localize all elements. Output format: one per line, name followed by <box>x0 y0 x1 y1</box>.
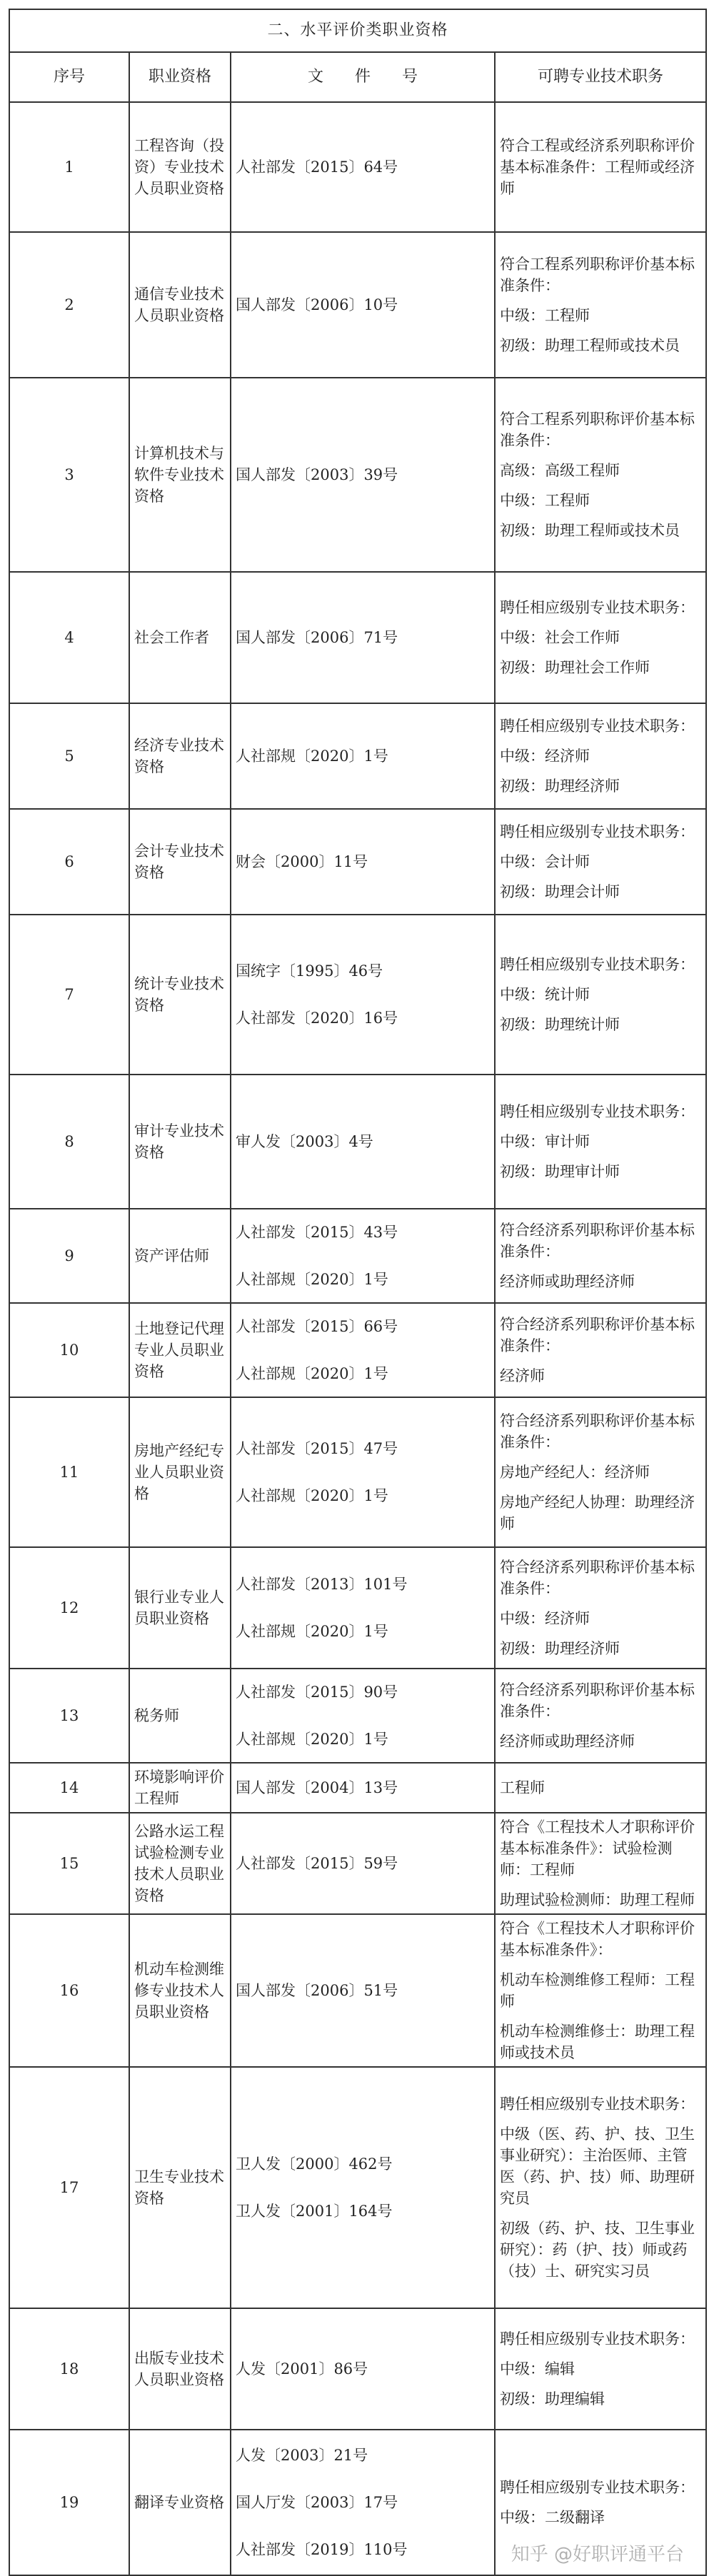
position-spacer <box>500 2498 701 2507</box>
document-spacer <box>236 1459 490 1485</box>
document-spacer <box>236 2466 490 2492</box>
document-number: 人发〔2001〕86号 <box>236 2360 368 2378</box>
position-spacer <box>500 648 701 657</box>
qualification-name: 房地产经纪专业人员职业资格 <box>129 1397 231 1547</box>
row-number: 19 <box>9 2430 129 2575</box>
position-text: 符合经济系列职称评价基本标准条件： <box>500 1559 695 1597</box>
document-spacer <box>236 2513 490 2539</box>
position-text: 聘任相应级别专业技术职务： <box>500 823 695 840</box>
position-text: 初级：助理会计师 <box>500 883 620 900</box>
positions-cell <box>495 1547 706 1669</box>
qualification-name: 环境影响评价工程师 <box>129 1763 231 1813</box>
row-number: 1 <box>9 102 129 232</box>
row-number: 3 <box>9 378 129 572</box>
document-number: 人社部发〔2013〕101号 <box>236 1576 408 1593</box>
document-number: 人社部发〔2015〕47号 <box>236 1440 398 1457</box>
document-number: 国人部发〔2004〕13号 <box>236 1779 398 1796</box>
positions-cell <box>495 1914 706 2067</box>
document-cell <box>231 915 495 1075</box>
document-number: 人社部发〔2019〕110号 <box>236 2541 408 2558</box>
position-text: 中级：编辑 <box>500 2360 575 2378</box>
position-spacer <box>500 737 701 745</box>
qualification-name: 工程咨询（投资）专业技术人员职业资格 <box>129 102 231 232</box>
position-spacer <box>500 1629 701 1638</box>
position-text: 符合工程系列职称评价基本标准条件： <box>500 411 695 449</box>
row-number: 6 <box>9 809 129 915</box>
qualification-name: 公路水运工程试验检测专业技术人员职业资格 <box>129 1813 231 1914</box>
document-cell <box>231 1547 495 1669</box>
table-row <box>9 232 706 378</box>
document-cell <box>231 1813 495 1914</box>
document-cell <box>231 572 495 703</box>
document-number: 人社部发〔2015〕64号 <box>236 159 398 176</box>
positions-cell <box>495 2308 706 2430</box>
qualification-table-page <box>9 9 705 2576</box>
qualification-name: 出版专业技术人员职业资格 <box>129 2308 231 2430</box>
row-number: 7 <box>9 915 129 1075</box>
positions-cell <box>495 1669 706 1763</box>
table-row <box>9 1763 706 1813</box>
table-row <box>9 915 706 1075</box>
position-text: 符合工程或经济系列职称评价基本标准条件：工程师或经济师 <box>500 137 695 197</box>
position-text: 聘任相应级别专业技术职务： <box>500 1103 695 1120</box>
position-spacer <box>500 842 701 851</box>
position-spacer <box>500 2209 701 2218</box>
position-text: 聘任相应级别专业技术职务： <box>500 2479 695 2496</box>
position-spacer <box>500 767 701 775</box>
positions-cell <box>495 232 706 378</box>
document-number: 国人部发〔2006〕51号 <box>236 1982 398 1999</box>
position-text: 符合经济系列职称评价基本标准条件： <box>500 1316 695 1354</box>
position-text: 经济师或助理经济师 <box>500 1733 635 1750</box>
document-cell <box>231 2308 495 2430</box>
row-number: 11 <box>9 1397 129 1547</box>
table-row <box>9 1303 706 1397</box>
positions-cell <box>495 1763 706 1813</box>
document-cell <box>231 1763 495 1813</box>
position-text: 初级：助理经济师 <box>500 1640 620 1657</box>
document-cell <box>231 232 495 378</box>
header-no: 序号 <box>9 52 129 102</box>
row-number: 17 <box>9 2067 129 2308</box>
row-number: 14 <box>9 1763 129 1813</box>
qualification-name: 经济专业技术资格 <box>129 703 231 809</box>
position-spacer <box>500 2350 701 2358</box>
document-spacer <box>236 2175 490 2200</box>
document-spacer <box>236 982 490 1007</box>
position-text: 聘任相应级别专业技术职务： <box>500 956 695 973</box>
position-text: 房地产经纪人协理：助理经济师 <box>500 1494 695 1532</box>
position-text: 中级：会计师 <box>500 853 590 870</box>
position-text: 机动车检测维修工程师：工程师 <box>500 1971 695 2010</box>
qualification-name: 翻译专业资格 <box>129 2430 231 2575</box>
position-text: 初级：助理工程师或技术员 <box>500 522 680 539</box>
position-spacer <box>500 1453 701 1461</box>
position-spacer <box>500 618 701 627</box>
positions-cell <box>495 1303 706 1397</box>
qualification-name: 统计专业技术资格 <box>129 915 231 1075</box>
position-spacer <box>500 1599 701 1608</box>
qualification-name: 机动车检测维修专业技术人员职业资格 <box>129 1914 231 2067</box>
position-text: 高级：高级工程师 <box>500 462 620 479</box>
position-text: 初级：助理社会工作师 <box>500 659 650 676</box>
position-text: 初级：助理统计师 <box>500 1016 620 1033</box>
document-number: 人发〔2003〕21号 <box>236 2447 368 2464</box>
position-spacer <box>500 511 701 520</box>
qualification-table <box>9 9 707 2576</box>
document-number: 人社部发〔2015〕59号 <box>236 1855 398 1872</box>
document-spacer <box>236 1703 490 1729</box>
position-text: 中级：二级翻译 <box>500 2509 605 2526</box>
document-number: 人社部规〔2020〕1号 <box>236 1365 388 1382</box>
position-text: 助理试验检测师：助理工程师 <box>500 1891 695 1908</box>
position-spacer <box>500 296 701 305</box>
qualification-name: 通信专业技术人员职业资格 <box>129 232 231 378</box>
header-positions: 可聘专业技术职务 <box>495 52 706 102</box>
table-row <box>9 809 706 915</box>
row-number: 2 <box>9 232 129 378</box>
row-number: 16 <box>9 1914 129 2067</box>
document-cell <box>231 1303 495 1397</box>
qualification-name: 审计专业技术资格 <box>129 1075 231 1209</box>
row-number: 4 <box>9 572 129 703</box>
position-text: 中级：社会工作师 <box>500 629 620 646</box>
position-text: 初级（药、护、技、卫生事业研究）：药（护、技）师或药（技）士、研究实习员 <box>500 2220 695 2280</box>
position-text: 初级：助理经济师 <box>500 778 620 795</box>
table-row <box>9 703 706 809</box>
position-text: 聘任相应级别专业技术职务： <box>500 2095 695 2113</box>
position-spacer <box>500 1357 701 1365</box>
table-row <box>9 2308 706 2430</box>
positions-cell <box>495 1813 706 1914</box>
table-row <box>9 1914 706 2067</box>
qualification-name: 土地登记代理专业人员职业资格 <box>129 1303 231 1397</box>
document-number: 人社部规〔2020〕1号 <box>236 1623 388 1640</box>
document-cell <box>231 102 495 232</box>
qualification-name: 计算机技术与软件专业技术资格 <box>129 378 231 572</box>
position-spacer <box>500 2115 701 2123</box>
position-spacer <box>500 1961 701 1969</box>
row-number: 13 <box>9 1669 129 1763</box>
position-text: 符合《工程技术人才职称评价基本标准条件》： <box>500 1920 695 1958</box>
section-title: 二、水平评价类职业资格 <box>9 9 707 51</box>
position-spacer <box>500 975 701 984</box>
position-text: 符合工程系列职称评价基本标准条件： <box>500 256 695 294</box>
watermark: 知乎 @好职评通平台 <box>511 2544 684 2565</box>
position-spacer <box>500 451 701 460</box>
position-text: 工程师 <box>500 1779 545 1796</box>
document-number: 人社部规〔2020〕1号 <box>236 1731 388 1748</box>
position-text: 房地产经纪人：经济师 <box>500 1464 650 1481</box>
positions-cell <box>495 378 706 572</box>
position-spacer <box>500 1722 701 1731</box>
position-spacer <box>500 1122 701 1131</box>
document-number: 人社部发〔2015〕66号 <box>236 1318 398 1335</box>
document-cell <box>231 2430 495 2575</box>
document-number: 国人部发〔2006〕71号 <box>236 629 398 646</box>
position-spacer <box>500 1152 701 1161</box>
positions-cell <box>495 809 706 915</box>
row-number: 10 <box>9 1303 129 1397</box>
position-text: 初级：助理编辑 <box>500 2390 605 2408</box>
position-text: 符合经济系列职称评价基本标准条件： <box>500 1681 695 1720</box>
qualification-name: 资产评估师 <box>129 1209 231 1303</box>
position-text: 聘任相应级别专业技术职务： <box>500 718 695 735</box>
qualification-name: 税务师 <box>129 1669 231 1763</box>
document-cell <box>231 1075 495 1209</box>
document-number: 人社部规〔2020〕1号 <box>236 1271 388 1288</box>
document-spacer <box>236 1243 490 1269</box>
qualification-name: 社会工作者 <box>129 572 231 703</box>
positions-cell <box>495 1397 706 1547</box>
document-number: 卫人发〔2000〕462号 <box>236 2155 393 2173</box>
document-cell <box>231 809 495 915</box>
document-number: 国人厅发〔2003〕17号 <box>236 2494 398 2511</box>
position-text: 初级：助理工程师或技术员 <box>500 337 680 354</box>
header-row <box>9 52 706 102</box>
table-row <box>9 1397 706 1547</box>
position-spacer <box>500 872 701 881</box>
positions-cell <box>495 572 706 703</box>
positions-cell <box>495 1209 706 1303</box>
position-text: 聘任相应级别专业技术职务： <box>500 599 695 616</box>
header-qualification: 职业资格 <box>129 52 231 102</box>
table-row <box>9 572 706 703</box>
position-text: 中级（医、药、护、技、卫生事业研究）：主治医师、主管医（药、护、技）师、助理研究员 <box>500 2125 695 2207</box>
row-number: 18 <box>9 2308 129 2430</box>
position-spacer <box>500 1881 701 1889</box>
position-spacer <box>500 1262 701 1271</box>
positions-cell <box>495 102 706 232</box>
qualification-name: 卫生专业技术资格 <box>129 2067 231 2308</box>
document-number: 人社部发〔2015〕90号 <box>236 1684 398 1701</box>
positions-cell <box>495 2067 706 2308</box>
document-cell <box>231 1914 495 2067</box>
document-number: 国人部发〔2003〕39号 <box>236 466 398 483</box>
position-text: 经济师或助理经济师 <box>500 1273 635 1290</box>
position-text: 符合经济系列职称评价基本标准条件： <box>500 1222 695 1260</box>
table-row <box>9 1209 706 1303</box>
document-cell <box>231 1209 495 1303</box>
row-number: 8 <box>9 1075 129 1209</box>
qualification-name: 银行业专业人员职业资格 <box>129 1547 231 1669</box>
positions-cell <box>495 1075 706 1209</box>
table-row <box>9 1813 706 1914</box>
document-spacer <box>236 1595 490 1621</box>
position-text: 中级：经济师 <box>500 1610 590 1627</box>
position-text: 中级：工程师 <box>500 307 590 324</box>
document-number: 人社部规〔2020〕1号 <box>236 748 388 765</box>
position-text: 机动车检测维修士：助理工程师或技术员 <box>500 2023 695 2061</box>
row-number: 5 <box>9 703 129 809</box>
position-text: 初级：助理审计师 <box>500 1163 620 1180</box>
document-number: 财会〔2000〕11号 <box>236 853 368 870</box>
table-row <box>9 1547 706 1669</box>
position-text: 中级：审计师 <box>500 1133 590 1150</box>
document-cell <box>231 703 495 809</box>
document-number: 审人发〔2003〕4号 <box>236 1133 373 1150</box>
document-cell <box>231 1397 495 1547</box>
document-number: 人社部发〔2015〕43号 <box>236 1224 398 1241</box>
document-number: 人社部规〔2020〕1号 <box>236 1487 388 1504</box>
position-text: 中级：统计师 <box>500 986 590 1003</box>
position-spacer <box>500 481 701 490</box>
table-row <box>9 1669 706 1763</box>
document-number: 卫人发〔2001〕164号 <box>236 2203 393 2220</box>
position-text: 符合《工程技术人才职称评价基本标准条件》：试验检测师：工程师 <box>500 1818 695 1878</box>
document-number: 国人部发〔2006〕10号 <box>236 296 398 313</box>
header-document: 文 件 号 <box>231 52 495 102</box>
table-row <box>9 378 706 572</box>
position-text: 符合经济系列职称评价基本标准条件： <box>500 1412 695 1451</box>
table-body <box>9 102 706 2575</box>
document-cell <box>231 378 495 572</box>
document-cell <box>231 2067 495 2308</box>
position-text: 聘任相应级别专业技术职务： <box>500 2330 695 2348</box>
table-row <box>9 1075 706 1209</box>
position-spacer <box>500 326 701 335</box>
document-spacer <box>236 1337 490 1363</box>
row-number: 9 <box>9 1209 129 1303</box>
document-number: 人社部发〔2020〕16号 <box>236 1010 398 1027</box>
qualification-name: 会计专业技术资格 <box>129 809 231 915</box>
row-number: 12 <box>9 1547 129 1669</box>
position-text: 中级：工程师 <box>500 492 590 509</box>
position-spacer <box>500 1483 701 1491</box>
document-number: 国统字〔1995〕46号 <box>236 962 383 980</box>
document-cell <box>231 1669 495 1763</box>
position-spacer <box>500 1005 701 1014</box>
positions-cell <box>495 703 706 809</box>
position-spacer <box>500 2012 701 2021</box>
positions-cell <box>495 915 706 1075</box>
table-row <box>9 2067 706 2308</box>
table-row <box>9 102 706 232</box>
row-number: 15 <box>9 1813 129 1914</box>
position-spacer <box>500 2380 701 2388</box>
position-text: 经济师 <box>500 1367 545 1384</box>
position-text: 中级：经济师 <box>500 748 590 765</box>
